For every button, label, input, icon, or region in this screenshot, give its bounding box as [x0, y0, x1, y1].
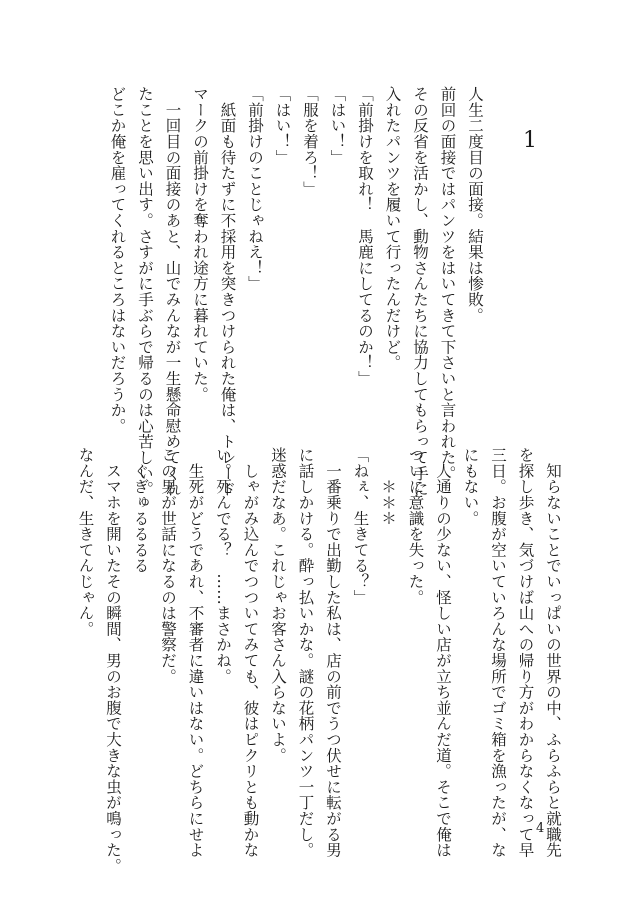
text-line: 「はい！」	[328, 86, 347, 165]
lower-text-block	[16, 447, 566, 874]
text-line: 入れたパンツを履いて行ったんだけど。	[383, 86, 402, 371]
text-line: に話しかける。酔っ払いかな。謎の花柄パンツ一丁だし。	[296, 447, 315, 858]
text-line: 人通りの少ない、怪しい店が立ち並んだ道。そこで俺は	[434, 447, 452, 858]
text-line: 迷惑だなあ。これじゃお客さん入らないよ。	[269, 447, 287, 763]
text-line: 知らないことでいっぱいの世界の中、ふらふらと就職先	[544, 447, 562, 858]
text-line: マークの前掛けを奪われ途方に暮れていた。	[191, 86, 209, 402]
text-line: 人生二度目の面接。結果は惨敗。	[466, 86, 484, 323]
text-line: この男が世話になるのは警察だ。	[159, 447, 177, 684]
text-line: にもない。	[461, 447, 480, 526]
text-line: 生死がどうであれ、不審者に違いはない。どちらにせよ	[186, 447, 205, 858]
text-line: なんだ、生きてんじゃん。	[76, 447, 95, 637]
text-line: 「ねぇ、生きてる？」	[351, 447, 370, 605]
text-line: 一回目の面接のあと、山でみんなが一生懸命慰めてくれ	[163, 86, 182, 497]
text-line: 「前掛けのことじゃねえ！」	[246, 86, 264, 292]
text-line: スマホを開いたその瞬間、男のお腹で大きな虫が鳴った。	[104, 447, 122, 874]
text-line: 「前掛けを取れ！ 馬鹿にしてるのか！」	[356, 86, 374, 387]
text-line: 紙面も待たずに不採用を突きつけられた俺は、トレード	[218, 86, 237, 497]
text-line: どこか俺を雇ってくれるところはないだろうか。	[108, 86, 127, 434]
text-line: たことを思い出す。さすがに手ぶらで帰るのは心苦しい。	[136, 86, 154, 497]
text-line: 前回の面接ではパンツをはいてきて下さいと言われた。	[438, 86, 457, 481]
text-line: 一番乗りで出勤した私は、店の前でうつ伏せに転がる男	[324, 447, 342, 858]
text-line: しゃがみ込んでつついてみても、彼はピクリとも動かな	[241, 447, 260, 858]
text-line: 「はい！」	[273, 86, 292, 165]
text-line: ついに意識を失った。	[406, 447, 425, 605]
text-line: を探し歩き、気づけば山への帰り方がわからなくなって早	[516, 447, 535, 858]
text-line: 「服を着ろ！」	[301, 86, 319, 197]
page-number: 4	[536, 821, 545, 836]
text-line: い。死んでる？ ……まさかね。	[214, 447, 232, 684]
text-line: ぐぎゅるるるる	[131, 447, 150, 574]
text-line: ＊＊＊	[379, 447, 397, 526]
text-line: その反省を活かし、動物さんたちに協力してもらって手に	[411, 86, 429, 497]
text-line: 三日。お腹が空いていろんな場所でゴミ箱を漁ったが、な	[489, 447, 507, 858]
chapter-number: 1	[523, 128, 537, 153]
